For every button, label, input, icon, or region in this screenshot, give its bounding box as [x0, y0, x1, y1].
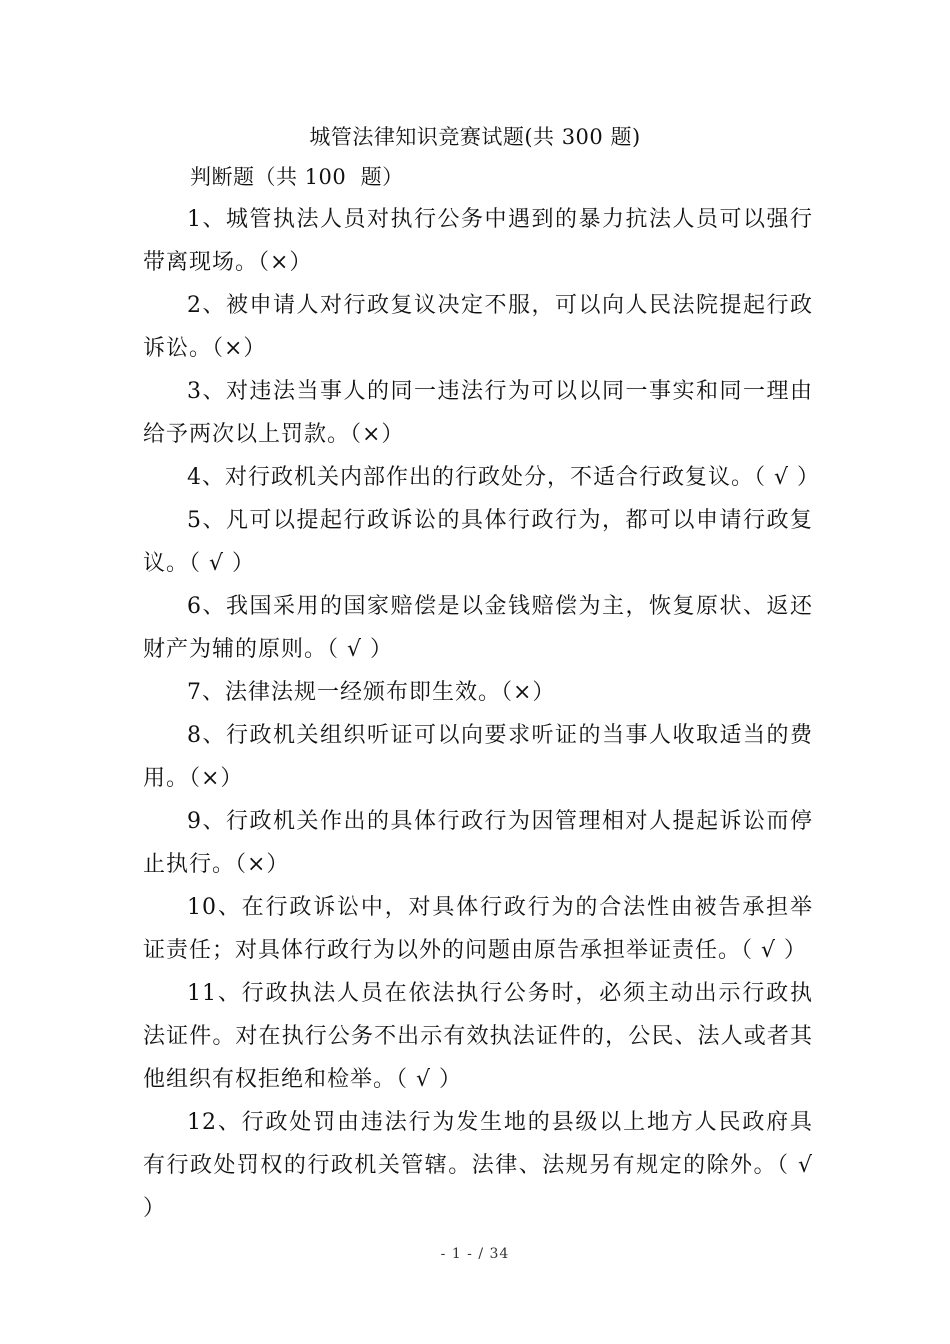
- page-number: - 1 - / 34: [440, 1246, 510, 1262]
- section-heading: 判断题（共 100 题）: [190, 165, 404, 189]
- question-item: 12、行政处罚由违法行为发生地的县级以上地方人民政府具有行政处罚权的行政机关管辖。法律、法规另有规定的除外。（ √ ）: [143, 1110, 813, 1221]
- question-item: 3、对违法当事人的同一违法行为可以以同一事实和同一理由给予两次以上罚款。（×）: [143, 379, 813, 447]
- question-item: 10、在行政诉讼中，对具体行政行为的合法性由被告承担举证责任；对具体行政行为以外的问题由原告承担举证责任。（ √ ）: [143, 895, 813, 963]
- question-item: 9、行政机关作出的具体行政行为因管理相对人提起诉讼而停止执行。（×）: [143, 809, 813, 877]
- question-item: 11、行政执法人员在依法执行公务时，必须主动出示行政执法证件。对在执行公务不出示有效执法证件的，公民、法人或者其他组织有权拒绝和检举。（ √ ）: [143, 981, 813, 1092]
- question-item: 7、法律法规一经颁布即生效。（×）: [187, 680, 556, 705]
- question-item: 5、凡可以提起行政诉讼的具体行政行为，都可以申请行政复议。（ √ ）: [143, 508, 813, 576]
- question-item: 2、被申请人对行政复议决定不服，可以向人民法院提起行政诉讼。（×）: [143, 293, 813, 361]
- document-title: 城管法律知识竞赛试题(共 300 题): [309, 125, 641, 149]
- question-item: 6、我国采用的国家赔偿是以金钱赔偿为主，恢复原状、返还财产为辅的原则。（ √ ）: [143, 594, 813, 662]
- question-list: [143, 198, 821, 1230]
- question-item: 1、城管执法人员对执行公务中遇到的暴力抗法人员可以强行带离现场。（×）: [143, 207, 813, 275]
- question-item: 4、对行政机关内部作出的行政处分，不适合行政复议。（ √ ）: [187, 465, 821, 490]
- question-item: 8、行政机关组织听证可以向要求听证的当事人收取适当的费用。（×）: [143, 723, 813, 791]
